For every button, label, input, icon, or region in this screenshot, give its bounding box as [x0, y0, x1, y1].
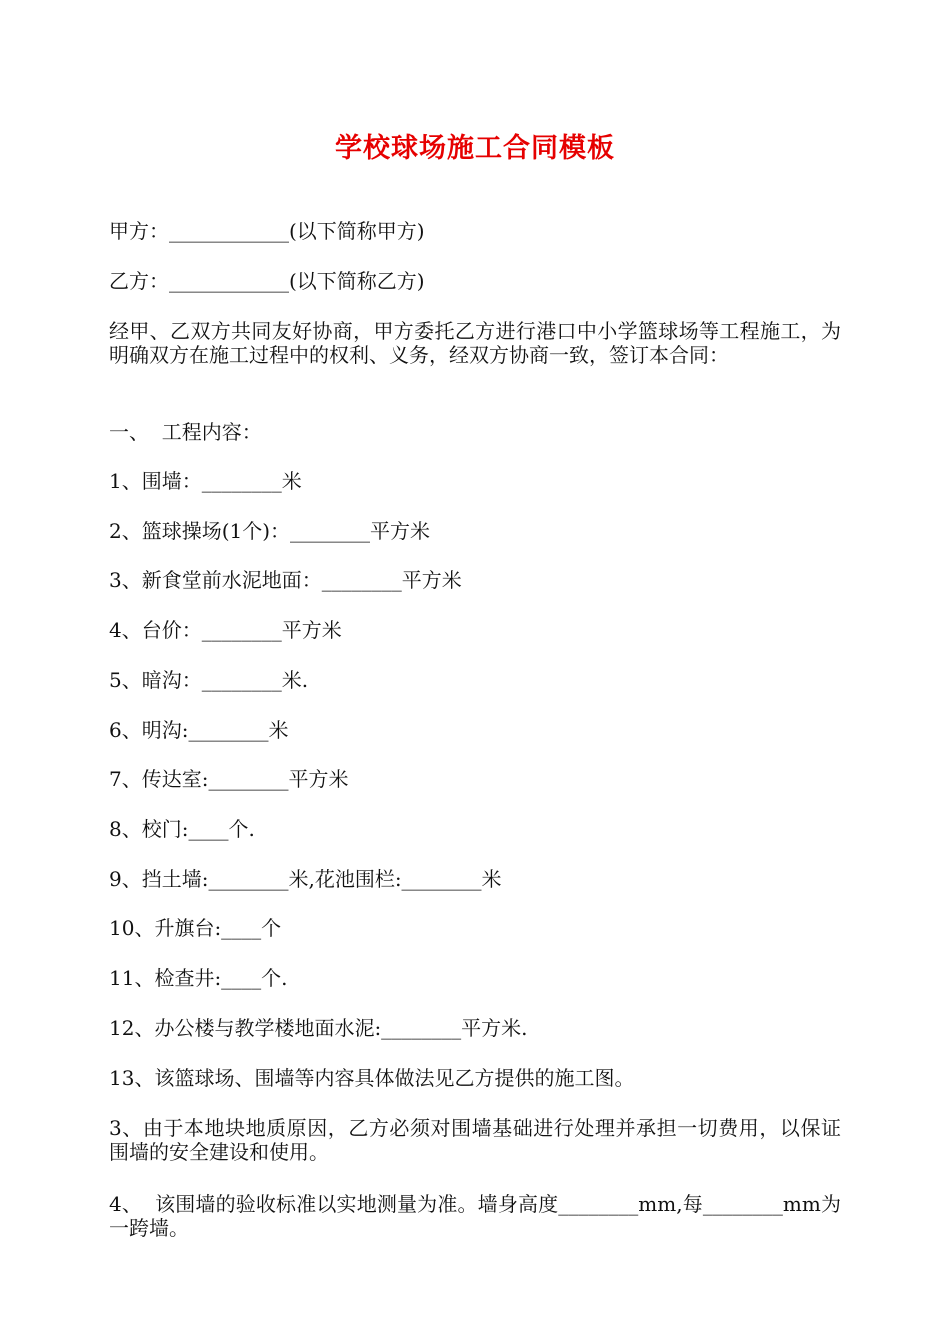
list-item: 6、明沟:________米: [109, 718, 289, 742]
list-item: 13、该篮球场、围墙等内容具体做法见乙方提供的施工图。: [109, 1066, 635, 1090]
clause-4-paragraph: 4、 该围墙的验收标准以实地测量为准。墙身高度________mm,每________mm为一跨墙。: [109, 1192, 841, 1240]
intro-paragraph: 经甲、乙双方共同友好协商，甲方委托乙方进行港口中小学篮球场等工程施工，为明确双方在施工过程中的权利、义务，经双方协商一致，签订本合同：: [109, 319, 841, 367]
list-item: 11、检查井:____个.: [109, 966, 288, 990]
list-item: 3、新食堂前水泥地面：________平方米: [109, 568, 462, 592]
party-b-line: 乙方：____________(以下简称乙方): [109, 269, 425, 293]
list-item: 7、传达室:________平方米: [109, 767, 349, 791]
clause-3-paragraph: 3、由于本地块地质原因，乙方必须对围墙基础进行处理并承担一切费用，以保证围墙的安全建设和使用。: [109, 1116, 841, 1164]
list-item: 12、办公楼与教学楼地面水泥:________平方米.: [109, 1016, 528, 1040]
list-item: 10、升旗台:____个: [109, 916, 282, 940]
list-item: 5、暗沟：________米.: [109, 668, 309, 692]
list-item: 2、篮球操场(1个)：________平方米: [109, 519, 431, 543]
list-item: 9、挡土墙:________米,花池围栏:________米: [109, 867, 502, 891]
list-item: 1、围墙：________米: [109, 469, 302, 493]
list-item: 4、台价：________平方米: [109, 618, 342, 642]
list-item: 8、校门:____个.: [109, 817, 255, 841]
section-heading: 一、 工程内容：: [109, 420, 262, 444]
party-a-line: 甲方：____________(以下简称甲方): [109, 219, 425, 243]
document-title: 学校球场施工合同模板: [335, 133, 615, 164]
